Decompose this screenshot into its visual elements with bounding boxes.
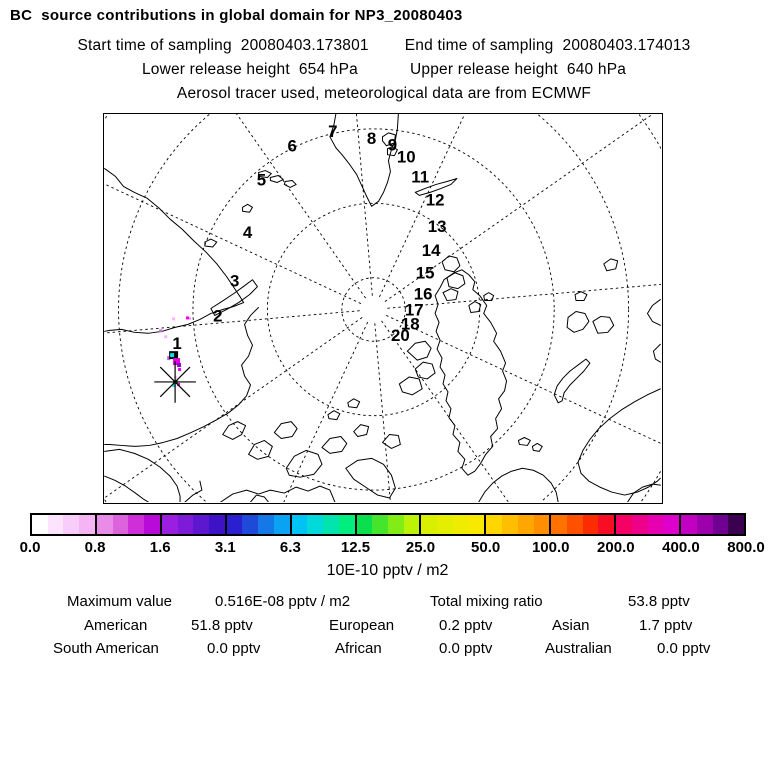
colorbar-cell <box>307 515 323 534</box>
colorbar-cell <box>598 515 614 534</box>
meridian-line <box>382 321 613 502</box>
coastline-path <box>105 449 180 502</box>
meridian-line <box>379 114 549 297</box>
trajectory-point-number: 2 <box>213 306 223 326</box>
colorbar-section <box>95 515 160 534</box>
coastline-path <box>604 259 618 271</box>
coastline-path <box>442 256 460 272</box>
colorbar-cell <box>728 515 744 534</box>
concentration-pixel <box>186 316 189 319</box>
colorbar-cell <box>469 515 485 534</box>
colorbar-cell <box>193 515 209 534</box>
total-mixing-value: 53.8 pptv <box>628 593 690 610</box>
colorbar-tick-label: 3.1 <box>214 539 236 556</box>
colorbar-section <box>290 515 355 534</box>
sampling-time-line <box>0 37 768 55</box>
trajectory-point-number: 15 <box>415 263 435 283</box>
colorbar-cell <box>292 515 308 534</box>
colorbar-cell <box>162 515 178 534</box>
coastline-path <box>328 411 340 420</box>
colorbar-cell <box>97 515 113 534</box>
colorbar-cell <box>372 515 388 534</box>
map-canvas <box>104 114 661 502</box>
region-southamerican-value: 0.0 pptv <box>207 640 261 657</box>
colorbar-tick-label: 6.3 <box>279 539 301 556</box>
colorbar-cell <box>178 515 194 534</box>
trajectory-point-number: 5 <box>256 170 267 190</box>
trajectory-point-number: 8 <box>366 128 377 148</box>
coastline-path <box>322 437 347 454</box>
meridian-line <box>386 315 661 485</box>
colorbar-cell <box>274 515 290 534</box>
colorbar-tick-label: 0.0 <box>19 539 41 556</box>
colorbar-cell <box>437 515 453 534</box>
trajectory-point-number: 4 <box>242 223 253 243</box>
coastline-path <box>407 341 431 360</box>
colorbar-tick-label: 800.0 <box>727 539 765 556</box>
colorbar-cell <box>502 515 518 534</box>
colorbar-cell <box>404 515 420 534</box>
colorbar-section <box>160 515 225 534</box>
coastline-path <box>270 176 283 183</box>
colorbar-ticks <box>19 539 765 557</box>
end-time-label: End time of sampling <box>404 37 554 54</box>
colorbar <box>30 513 746 536</box>
coastline-path <box>518 437 530 445</box>
release-point-marker <box>154 361 196 403</box>
colorbar-cell <box>486 515 502 534</box>
statistics-block <box>0 593 768 663</box>
colorbar-cell <box>144 515 160 534</box>
coastline-path <box>105 169 244 303</box>
latitude-circle <box>193 129 554 490</box>
start-time-label: Start time of sampling <box>77 37 232 54</box>
colorbar-cell <box>681 515 697 534</box>
trajectory-numbers <box>172 122 446 353</box>
colorbar-tick-label: 50.0 <box>471 539 501 556</box>
colorbar-cell <box>551 515 567 534</box>
maximum-value: 0.516E-08 pptv / m2 <box>215 593 351 610</box>
coastline-path <box>243 204 253 212</box>
coastline-path <box>469 302 481 313</box>
coastline-path <box>578 389 660 495</box>
colorbar-tick-label: 0.8 <box>84 539 106 556</box>
coastline-path <box>221 486 335 502</box>
lower-release-value: 654 hPa <box>298 61 358 78</box>
colorbar-cell <box>357 515 373 534</box>
colorbar-cell <box>518 515 534 534</box>
colorbar-cell <box>453 515 469 534</box>
region-asian-label: Asian <box>552 617 590 634</box>
trajectory-point-number: 6 <box>287 136 297 156</box>
coastline-path <box>205 239 217 247</box>
coastline-path <box>354 425 369 437</box>
colorbar-tick-label: 200.0 <box>597 539 635 556</box>
end-time-value: 20080403.174013 <box>562 37 691 54</box>
coastline-path <box>383 435 401 449</box>
colorbar-section <box>484 515 549 534</box>
coastline-path <box>593 316 614 333</box>
region-european-value: 0.2 pptv <box>439 617 493 634</box>
colorbar-cell <box>209 515 225 534</box>
trajectory-point-number: 13 <box>427 217 447 237</box>
colorbar-section <box>32 515 95 534</box>
colorbar-cell <box>113 515 129 534</box>
coastline-path <box>532 443 542 451</box>
colorbar-units: 10E-10 pptv / m2 <box>326 562 449 579</box>
colorbar-cell <box>616 515 632 534</box>
concentration-pixel <box>172 317 175 320</box>
concentration-pixel <box>177 363 181 367</box>
coastline-path <box>251 495 269 502</box>
meridian-line <box>375 323 410 502</box>
trajectory-point-number: 7 <box>328 121 338 141</box>
coastline-path <box>185 481 202 502</box>
coastline-path <box>284 180 296 187</box>
coastline-path <box>346 458 396 498</box>
concentration-pixel <box>159 329 162 332</box>
trajectory-point-number: 17 <box>404 300 424 320</box>
colorbar-cell <box>323 515 339 534</box>
lower-release-label: Lower release height <box>141 61 290 78</box>
coastline-path <box>575 292 587 301</box>
region-asian-value: 1.7 pptv <box>639 617 693 634</box>
colorbar-cell <box>128 515 144 534</box>
colorbar-cell <box>227 515 243 534</box>
maximum-value-label: Maximum value <box>67 593 173 610</box>
trajectory-point-number: 3 <box>229 271 240 291</box>
coastline-path <box>330 114 398 206</box>
coastline-path <box>567 311 589 332</box>
coastline-path <box>647 300 660 326</box>
trajectory-point-number: 1 <box>172 334 182 354</box>
colorbar-cell <box>32 515 48 534</box>
colorbar-tick-label: 12.5 <box>340 539 371 556</box>
colorbar-cell <box>339 515 355 534</box>
coastline-path <box>399 377 422 395</box>
region-american-value: 51.8 pptv <box>191 617 253 634</box>
colorbar-cell <box>79 515 95 534</box>
trajectory-point-number: 11 <box>411 167 430 187</box>
colorbar-cell <box>534 515 550 534</box>
total-mixing-label: Total mixing ratio <box>430 593 543 610</box>
concentration-pixel <box>164 335 167 338</box>
colorbar-section <box>679 515 744 534</box>
latitude-circle <box>119 114 629 502</box>
concentration-pixel <box>189 317 191 319</box>
region-australian-value: 0.0 pptv <box>657 640 711 657</box>
colorbar-section <box>419 515 484 534</box>
coastline-path <box>105 476 149 502</box>
trajectory-point-number: 20 <box>390 326 410 346</box>
trajectory-point-number: 9 <box>387 135 398 155</box>
colorbar-cell <box>697 515 713 534</box>
concentration-pixel <box>170 353 174 357</box>
region-european-label: European <box>329 617 395 634</box>
latitude-circle <box>267 203 479 415</box>
region-american-label: American <box>84 617 148 634</box>
colorbar-tick-label: 100.0 <box>531 539 570 556</box>
figure-title: BC source contributions in global domain for NP3_20080403 <box>10 7 463 24</box>
region-australian-label: Australian <box>545 640 612 657</box>
upper-release-value: 640 hPa <box>566 61 627 78</box>
meridian-line <box>197 322 367 502</box>
colorbar-cell <box>63 515 79 534</box>
coastline-path <box>348 399 360 408</box>
coastline-path <box>286 450 322 477</box>
coastline-path <box>653 344 660 362</box>
colorbar-tick-label: 25.0 <box>405 539 436 556</box>
colorbar-cell <box>421 515 437 534</box>
colorbar-section <box>225 515 290 534</box>
colorbar-tick-label: 1.6 <box>149 539 171 556</box>
meridian-line <box>104 311 360 346</box>
colorbar-cell <box>258 515 274 534</box>
coastline-path <box>415 362 435 379</box>
colorbar-cell <box>648 515 664 534</box>
tracer-note: Aerosol tracer used, meteorological data are from ECMWF <box>176 85 592 102</box>
coastlines <box>105 114 661 502</box>
concentration-pixel <box>178 368 181 371</box>
trajectory-point-number: 12 <box>425 190 445 210</box>
colorbar-section <box>549 515 614 534</box>
colorbar-cell <box>242 515 258 534</box>
polar-map <box>103 113 663 504</box>
colorbar-cell <box>48 515 64 534</box>
trajectory-point-number: 18 <box>400 314 420 334</box>
coastline-path <box>274 422 297 439</box>
region-african-value: 0.0 pptv <box>439 640 493 657</box>
region-southamerican-label: South American <box>53 640 159 657</box>
colorbar-cell <box>713 515 729 534</box>
upper-release-label: Upper release height <box>410 61 558 78</box>
colorbar-cell <box>388 515 404 534</box>
colorbar-section <box>355 515 420 534</box>
start-time-value: 20080403.173801 <box>240 37 369 54</box>
coastline-path <box>443 289 458 301</box>
trajectory-point-number: 16 <box>413 284 433 304</box>
release-height-line <box>0 61 768 79</box>
coastline-path <box>484 293 494 301</box>
region-african-label: African <box>335 640 382 657</box>
trajectory-point-number: 14 <box>421 240 441 260</box>
colorbar-cell <box>663 515 679 534</box>
colorbar-cell <box>567 515 583 534</box>
colorbar-cell <box>632 515 648 534</box>
graticule <box>104 114 661 502</box>
colorbar-section <box>614 515 679 534</box>
colorbar-tick-label: 400.0 <box>662 539 700 556</box>
trajectory-point-number: 10 <box>396 147 416 167</box>
latitude-circle <box>104 114 661 502</box>
colorbar-cell <box>583 515 599 534</box>
coastline-path <box>479 468 558 502</box>
